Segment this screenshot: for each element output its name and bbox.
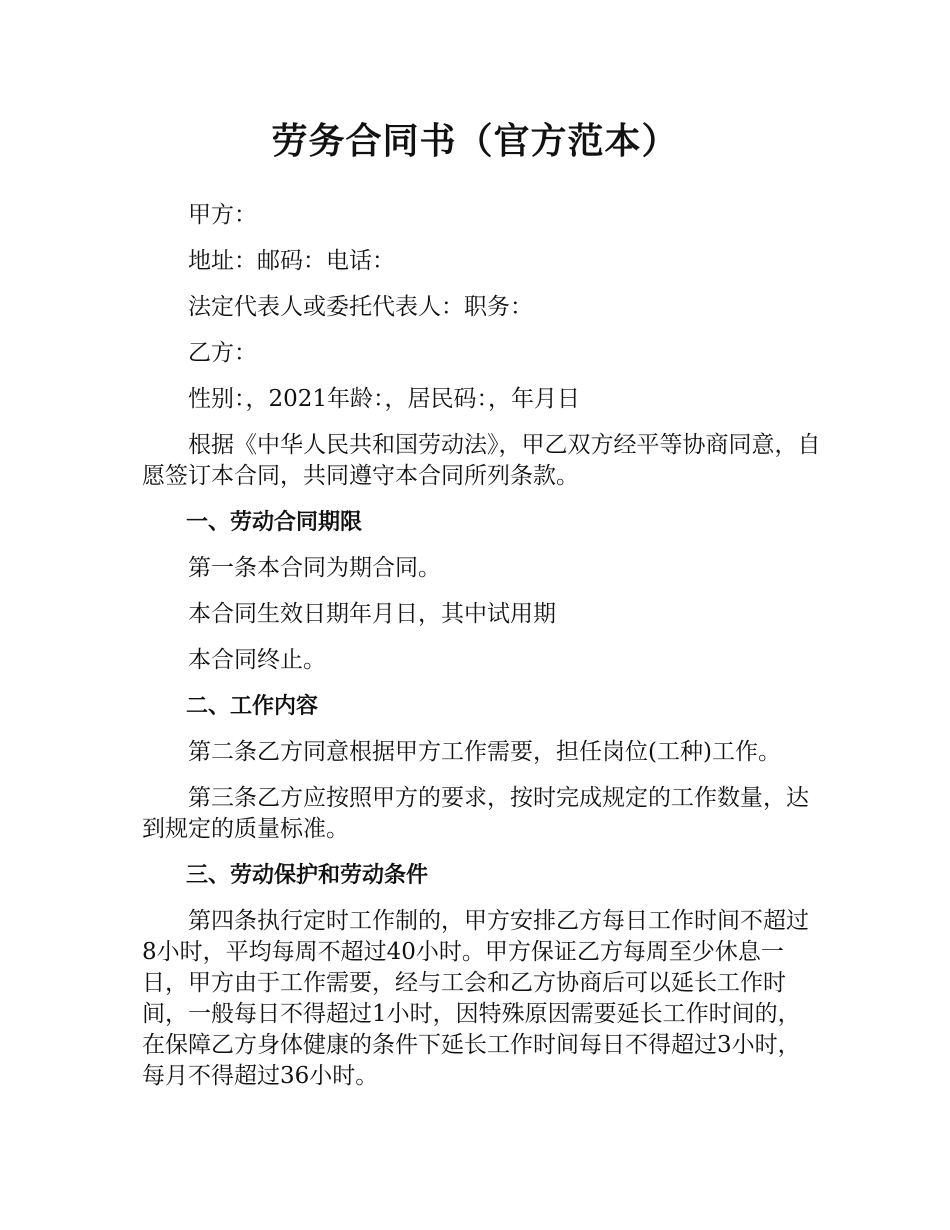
article-3: 第三条乙方应按照甲方的要求，按时完成规定的工作数量，达到规定的质量标准。 [142, 785, 809, 842]
document-title: 劳务合同书（官方范本） [271, 121, 679, 162]
article-1: 第一条本合同为期合同。 [188, 555, 441, 581]
legal-representative-line: 法定代表人或委托代表人：职务： [188, 294, 533, 320]
section-heading-term: 一、劳动合同期限 [186, 510, 363, 535]
address-line: 地址：邮码：电话： [188, 248, 395, 274]
article-4: 第四条执行定时工作制的，甲方安排乙方每日工作时间不超过8小时，平均每周不超过40小时。甲方保证乙方每周至少休息一日，甲方由于工作需要，经与工会和乙方协商后可以延长工作时间，一般每日不得超过1小时，因特殊原因需要延长工作时间的，在保障乙方身体健康的条件下延长工作时间每日不得超过3小时，每月不得超过36小时。 [142, 908, 809, 1089]
termination-line: 本合同终止。 [188, 647, 326, 673]
party-a-line: 甲方： [188, 202, 257, 228]
party-b-line: 乙方： [188, 340, 257, 366]
section-heading-protection: 三、劳动保护和劳动条件 [186, 863, 429, 888]
section-heading-work-content: 二、工作内容 [186, 694, 319, 719]
party-b-details-line: 性别：，2021年龄：，居民码：，年月日 [188, 386, 581, 412]
document-body [142, 200, 822, 1107]
effective-date-line: 本合同生效日期年月日，其中试用期 [188, 601, 556, 627]
article-2: 第二条乙方同意根据甲方工作需要，担任岗位(工种)工作。 [188, 739, 781, 765]
preamble-paragraph: 根据《中华人民共和国劳动法》，甲乙双方经平等协商同意，自愿签订本合同，共同遵守本合同所列条款。 [142, 432, 821, 489]
